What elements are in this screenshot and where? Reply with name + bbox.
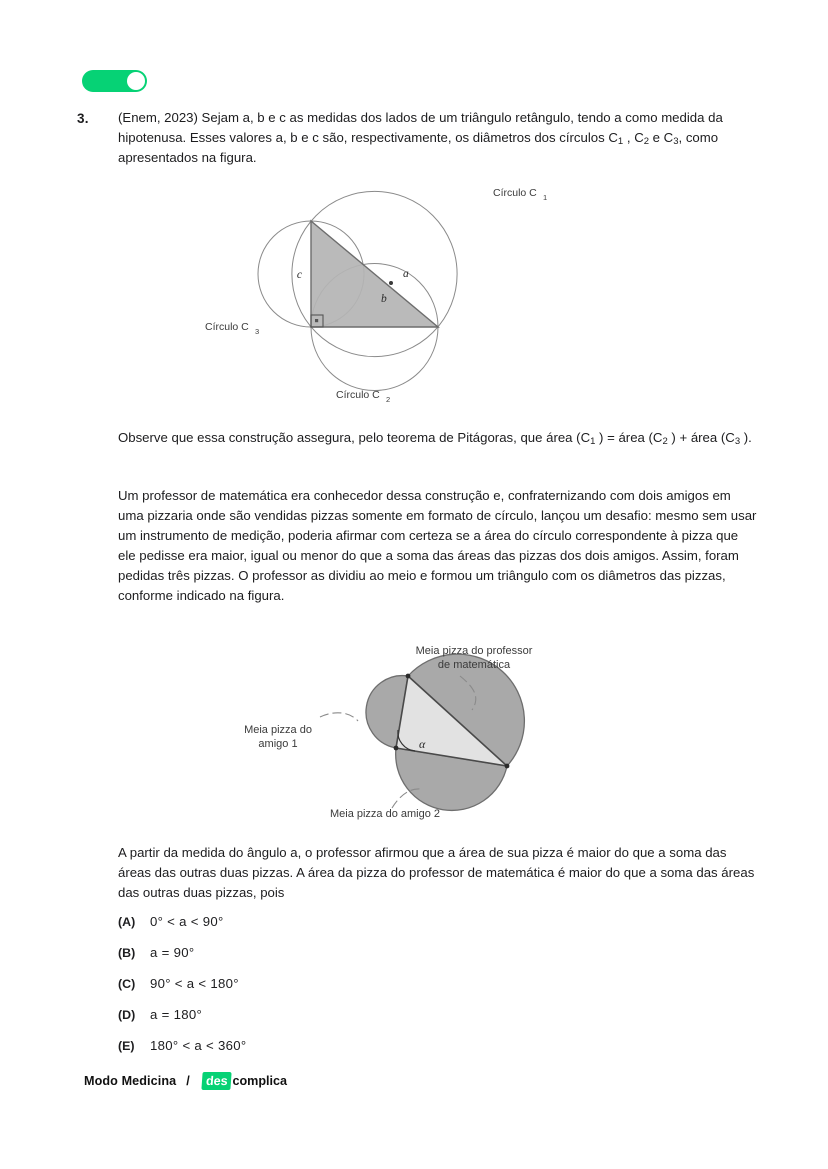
toggle-knob[interactable] [127, 72, 145, 90]
svg-text:Meia pizza do amigo 2: Meia pizza do amigo 2 [329, 808, 441, 820]
svg-text:de matemática: de matemática [437, 659, 511, 671]
logo-des-badge: des [201, 1072, 231, 1090]
option-a[interactable] [118, 914, 758, 929]
question-intro-block [118, 108, 763, 182]
leader-line-amigo1 [320, 713, 358, 721]
apartir-text: A partir da medida do ângulo a, o professor afirmou que a área de sua pizza é maior do que a soma das áreas das outras duas pizzas. A área da pizza do professor de matemática é maior do que a soma das áreas das outras duas pizzas, pois [118, 845, 755, 901]
figure-1-container [195, 182, 635, 407]
logo-complica-text: complica [232, 1074, 288, 1089]
svg-text:amigo 1: amigo 1 [258, 738, 298, 750]
svg-text:2: 2 [386, 395, 391, 404]
svg-text:1: 1 [543, 193, 548, 202]
svg-text:3: 3 [255, 327, 260, 336]
observe-block [118, 428, 763, 462]
svg-text:Círculo C: Círculo C [336, 389, 380, 401]
figure-2-svg [160, 636, 680, 824]
option-c-letter: (C) [118, 977, 136, 991]
figure2-label-amigo2 [330, 808, 440, 820]
option-c[interactable] [118, 976, 758, 991]
toggle-track[interactable] [82, 70, 147, 92]
question-number: 3. [77, 111, 89, 126]
figure1-label-c: c [296, 269, 302, 281]
figure1-label-circulo-c3 [205, 321, 259, 336]
option-d-letter: (D) [118, 1008, 136, 1022]
figure2-label-alpha: α [419, 737, 426, 751]
footer-separator: / [186, 1074, 190, 1089]
option-b-letter: (B) [118, 946, 136, 960]
option-e[interactable] [118, 1038, 758, 1053]
figure1-label-circulo-c1 [493, 187, 547, 202]
figure1-label-a: a [403, 268, 409, 280]
option-b[interactable] [118, 945, 758, 960]
option-d[interactable] [118, 1007, 758, 1022]
option-e-text: 180° < a < 360° [150, 1038, 247, 1053]
question-intro-text: (Enem, 2023) Sejam a, b e c as medidas dos lados de um triângulo retângulo, tendo a como medida da hipotenusa. Esses valores a, b e c são, respectivamente, os diâmetros dos círculos $C_1$ , $C_2$ e $C_3$, como apresentados na figura. [118, 110, 723, 166]
svg-text:Meia pizza do professor: Meia pizza do professor [415, 645, 533, 657]
option-d-text: a = 180° [150, 1007, 203, 1022]
figure1-label-circulo-c2 [336, 389, 390, 404]
apartir-block [118, 843, 763, 917]
professor-block [118, 486, 758, 620]
answer-visibility-toggle[interactable] [82, 70, 147, 92]
descomplica-logo [202, 1072, 287, 1090]
figure-1-svg [195, 182, 635, 407]
footer-brand-name: Modo Medicina [84, 1074, 177, 1089]
option-a-letter: (A) [118, 915, 136, 929]
option-e-letter: (E) [118, 1039, 135, 1053]
answer-options-list [118, 914, 758, 1069]
option-a-text: 0° < a < 90° [150, 914, 224, 929]
svg-text:Meia pizza do: Meia pizza do [244, 724, 312, 736]
option-c-text: 90° < a < 180° [150, 976, 239, 991]
figure1-label-b: b [381, 293, 387, 305]
figure-2-container [160, 636, 680, 824]
footer [84, 1072, 287, 1090]
option-b-text: a = 90° [150, 945, 195, 960]
figure2-label-amigo1 [244, 724, 312, 750]
observe-text: Observe que essa construção assegura, pelo teorema de Pitágoras, que área ($C_1$ ) = área ($C_2$ ) + área ($C_3$ ). [118, 430, 752, 447]
professor-text: Um professor de matemática era conhecedor dessa construção e, confraternizando com dois amigos em uma pizzaria onde são vendidas pizzas somente em formato de círculo, lançou um desafio: mesmo sem usar um instrumento de medição, poderia afirmar com certeza se a área do círculo correspondente à pizza que ele pedisse era maior, igual ou menor do que a soma das áreas das pizzas dos dois amigos. Assim, foram pedidas três pizzas. O professor as dividiu ao meio e formou um triângulo com os diâmetros das pizzas, conforme indicado na figura. [118, 488, 757, 604]
svg-text:Círculo C: Círculo C [493, 187, 537, 199]
svg-text:Círculo C: Círculo C [205, 321, 249, 333]
